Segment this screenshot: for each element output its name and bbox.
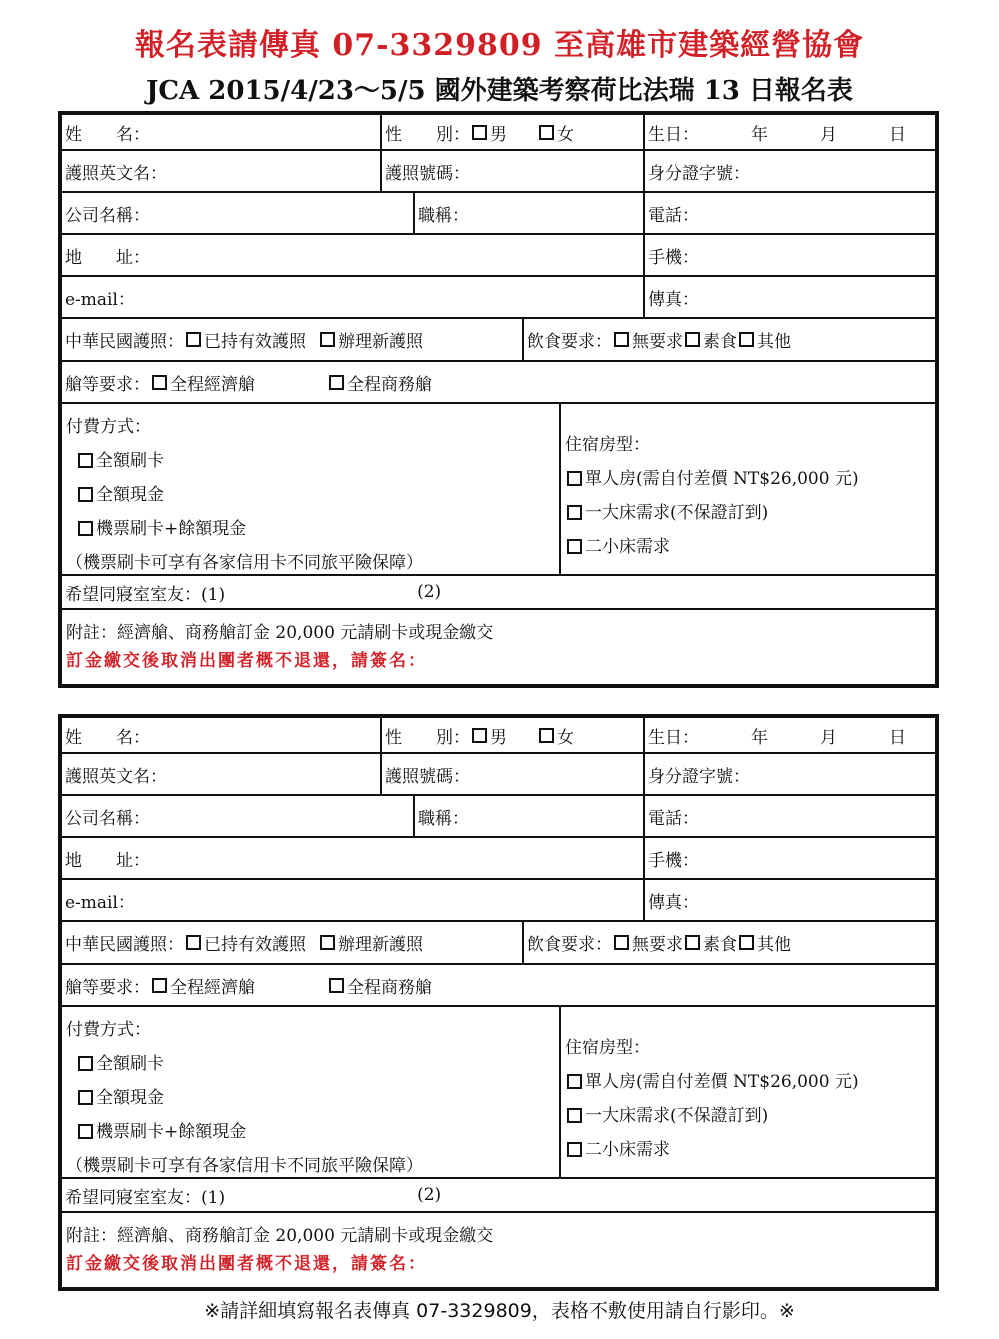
registration-form: [58, 111, 939, 688]
phone-label: 電話：: [648, 205, 699, 226]
passport-en-label: 護照英文名：: [65, 766, 167, 787]
company-label: 公司名稱：: [65, 205, 150, 226]
room-single-checkbox[interactable]: [567, 471, 582, 486]
email-field[interactable]: [62, 277, 643, 317]
pay-cash-option: [76, 480, 164, 505]
room-twin-label: 二小床需求: [585, 1140, 670, 1160]
pay-mixed-checkbox[interactable]: [78, 1124, 93, 1139]
diet-other-checkbox[interactable]: [739, 935, 754, 950]
diet-veg-checkbox[interactable]: [685, 935, 700, 950]
cancellation-warning: 訂金繳交後取消出團者概不退還，請簽名：: [66, 1254, 427, 1274]
room-section: [559, 404, 935, 574]
cabin-label: 艙等要求：: [65, 977, 150, 998]
diet-veg-label: 素食: [703, 332, 737, 352]
id-number-label: 身分證字號：: [648, 766, 750, 787]
row-passport: [62, 754, 935, 796]
mobile-label: 手機：: [648, 247, 699, 268]
fax-field[interactable]: [643, 880, 935, 920]
diet-field: [522, 319, 935, 360]
form-title-red: 報名表請傳真 07-3329809 至高雄市建築經營協會: [134, 28, 865, 63]
row-payment-room: [62, 404, 935, 576]
cabin-field: [62, 965, 935, 1005]
room-single-option: [565, 464, 859, 489]
row-cabin: [62, 362, 935, 404]
cancellation-warning: 訂金繳交後取消出團者概不退還，請簽名：: [66, 651, 427, 671]
roc-passport-label: 中華民國護照：: [65, 935, 184, 955]
address-label: 地 址：: [65, 247, 150, 268]
row-passport: [62, 151, 935, 193]
fax-field[interactable]: [643, 277, 935, 317]
pay-mixed-checkbox[interactable]: [78, 521, 93, 536]
remark-section: [62, 1213, 935, 1287]
passport-new-label: 辦理新護照: [338, 332, 423, 352]
id-number-field[interactable]: [643, 754, 935, 794]
roommate-label: 希望同寢室室友：(1): [65, 584, 226, 605]
room-twin-checkbox[interactable]: [567, 1142, 582, 1157]
female-label: 女: [557, 727, 574, 748]
passport-valid-checkbox[interactable]: [186, 935, 201, 950]
room-twin-label: 二小床需求: [585, 537, 670, 557]
cabin-business-checkbox[interactable]: [329, 978, 344, 993]
job-title-label: 職稱：: [418, 205, 469, 226]
passport-en-field[interactable]: [62, 754, 380, 794]
diet-other-checkbox[interactable]: [739, 332, 754, 347]
roc-passport-field: [62, 319, 522, 360]
company-field[interactable]: [62, 796, 413, 836]
gender-field: [380, 115, 643, 149]
room-single-label: 單人房(需自付差價 NT$26,000 元): [585, 1072, 859, 1092]
row-remark: [62, 610, 935, 684]
pay-cash-label: 全額現金: [96, 485, 164, 505]
passport-valid-label: 已持有效護照: [204, 332, 306, 352]
pay-cash-label: 全額現金: [96, 1088, 164, 1108]
passport-new-label: 辦理新護照: [338, 935, 423, 955]
passport-en-field[interactable]: [62, 151, 380, 191]
cabin-economy-checkbox[interactable]: [152, 375, 167, 390]
name-label: 姓 名：: [65, 124, 150, 145]
remark-text: 附註：經濟艙、商務艙訂金 20,000 元請刷卡或現金繳交: [66, 623, 494, 643]
roommate-2-label: (2): [417, 582, 442, 602]
address-label: 地 址：: [65, 850, 150, 871]
payment-label: 付費方式：: [66, 1020, 151, 1040]
female-checkbox[interactable]: [539, 728, 554, 743]
pay-card-option: [76, 446, 164, 471]
roommate-label: 希望同寢室室友：(1): [65, 1187, 226, 1208]
cabin-business-checkbox[interactable]: [329, 375, 344, 390]
room-double-checkbox[interactable]: [567, 505, 582, 520]
cabin-business-label: 全程商務艙: [347, 374, 432, 395]
row-email: [62, 277, 935, 319]
name-field[interactable]: [62, 115, 380, 149]
male-label: 男: [490, 124, 507, 145]
pay-card-option: [76, 1049, 164, 1074]
room-twin-option: [565, 1135, 670, 1160]
email-label: e-mail：: [65, 892, 135, 913]
row-address: [62, 838, 935, 880]
row-payment-room: [62, 1007, 935, 1179]
male-checkbox[interactable]: [472, 728, 487, 743]
pay-note: （機票刷卡可享有各家信用卡不同旅平險保障）: [66, 553, 423, 573]
row-email: [62, 880, 935, 922]
footer-note: ※請詳細填寫報名表傳真 07-3329809，表格不敷使用請自行影印。※: [204, 1300, 795, 1322]
room-single-checkbox[interactable]: [567, 1074, 582, 1089]
pay-mixed-option: [76, 514, 246, 539]
pay-card-label: 全額刷卡: [96, 1054, 164, 1074]
diet-label: 飲食要求：: [527, 332, 612, 352]
payment-label: 付費方式：: [66, 417, 151, 437]
mobile-field[interactable]: [643, 235, 935, 275]
birthday-label: 生日：: [648, 727, 699, 748]
diet-veg-checkbox[interactable]: [685, 332, 700, 347]
roommate-field[interactable]: [62, 1179, 935, 1211]
birthday-field[interactable]: [643, 115, 935, 149]
room-double-label: 一大床需求(不保證訂到): [585, 503, 769, 523]
diet-field: [522, 922, 935, 963]
name-field[interactable]: [62, 718, 380, 752]
room-single-label: 單人房(需自付差價 NT$26,000 元): [585, 469, 859, 489]
gender-label: 性 別：: [385, 124, 470, 145]
female-checkbox[interactable]: [539, 125, 554, 140]
room-section: [559, 1007, 935, 1177]
month-label: 月: [820, 124, 837, 145]
pay-card-label: 全額刷卡: [96, 451, 164, 471]
roommate-2-label: (2): [417, 1185, 442, 1205]
diet-none-label: 無要求: [632, 332, 683, 352]
row-passport-diet: [62, 319, 935, 362]
company-field[interactable]: [62, 193, 413, 233]
diet-label: 飲食要求：: [527, 935, 612, 955]
roc-passport-field: [62, 922, 522, 963]
registration-form: [58, 714, 939, 1291]
male-label: 男: [490, 727, 507, 748]
row-address: [62, 235, 935, 277]
row-company: [62, 193, 935, 235]
payment-section: [62, 404, 559, 574]
room-single-option: [565, 1067, 859, 1092]
remark-section: [62, 610, 935, 684]
room-twin-checkbox[interactable]: [567, 539, 582, 554]
cabin-field: [62, 362, 935, 402]
diet-other-label: 其他: [757, 332, 791, 352]
fax-label: 傳真：: [648, 289, 699, 310]
passport-no-label: 護照號碼：: [385, 766, 470, 787]
passport-no-field[interactable]: [380, 151, 643, 191]
passport-no-label: 護照號碼：: [385, 163, 470, 184]
gender-label: 性 別：: [385, 727, 470, 748]
company-label: 公司名稱：: [65, 808, 150, 829]
address-field[interactable]: [62, 838, 643, 878]
email-field[interactable]: [62, 880, 643, 920]
id-number-field[interactable]: [643, 151, 935, 191]
day-label: 日: [889, 727, 906, 748]
mobile-label: 手機：: [648, 850, 699, 871]
job-title-field[interactable]: [413, 796, 643, 836]
fax-label: 傳真：: [648, 892, 699, 913]
mobile-field[interactable]: [643, 838, 935, 878]
job-title-field[interactable]: [413, 193, 643, 233]
phone-field[interactable]: [643, 796, 935, 836]
male-checkbox[interactable]: [472, 125, 487, 140]
diet-none-label: 無要求: [632, 935, 683, 955]
cabin-economy-label: 全程經濟艙: [170, 977, 255, 998]
cabin-economy-checkbox[interactable]: [152, 978, 167, 993]
room-double-option: [565, 1101, 768, 1126]
phone-label: 電話：: [648, 808, 699, 829]
month-label: 月: [820, 727, 837, 748]
passport-valid-checkbox[interactable]: [186, 332, 201, 347]
room-double-label: 一大床需求(不保證訂到): [585, 1106, 769, 1126]
room-double-option: [565, 498, 768, 523]
gender-field: [380, 718, 643, 752]
pay-note: （機票刷卡可享有各家信用卡不同旅平險保障）: [66, 1156, 423, 1176]
room-twin-option: [565, 532, 670, 557]
cabin-label: 艙等要求：: [65, 374, 150, 395]
cabin-business-label: 全程商務艙: [347, 977, 432, 998]
diet-other-label: 其他: [757, 935, 791, 955]
passport-new-checkbox[interactable]: [320, 332, 335, 347]
pay-card-checkbox[interactable]: [78, 1056, 93, 1071]
birthday-field[interactable]: [643, 718, 935, 752]
form-title: JCA 2015/4/23～5/5 國外建築考察荷比法瑞 13 日報名表: [146, 76, 853, 106]
female-label: 女: [557, 124, 574, 145]
phone-field[interactable]: [643, 193, 935, 233]
roommate-field[interactable]: [62, 576, 935, 608]
name-label: 姓 名：: [65, 727, 150, 748]
diet-none-checkbox[interactable]: [614, 332, 629, 347]
passport-no-field[interactable]: [380, 754, 643, 794]
passport-valid-label: 已持有效護照: [204, 935, 306, 955]
address-field[interactable]: [62, 235, 643, 275]
pay-card-checkbox[interactable]: [78, 453, 93, 468]
room-double-checkbox[interactable]: [567, 1108, 582, 1123]
pay-mixed-label: 機票刷卡+餘額現金: [96, 1122, 247, 1142]
id-number-label: 身分證字號：: [648, 163, 750, 184]
job-title-label: 職稱：: [418, 808, 469, 829]
pay-cash-checkbox[interactable]: [78, 1090, 93, 1105]
row-roommate: [62, 576, 935, 610]
room-label: 住宿房型：: [565, 435, 650, 455]
room-label: 住宿房型：: [565, 1038, 650, 1058]
row-remark: [62, 1213, 935, 1287]
passport-new-checkbox[interactable]: [320, 935, 335, 950]
row-passport-diet: [62, 922, 935, 965]
roc-passport-label: 中華民國護照：: [65, 332, 184, 352]
year-label: 年: [751, 727, 768, 748]
pay-cash-option: [76, 1083, 164, 1108]
passport-en-label: 護照英文名：: [65, 163, 167, 184]
remark-text: 附註：經濟艙、商務艙訂金 20,000 元請刷卡或現金繳交: [66, 1226, 494, 1246]
day-label: 日: [889, 124, 906, 145]
diet-veg-label: 素食: [703, 935, 737, 955]
payment-section: [62, 1007, 559, 1177]
cabin-economy-label: 全程經濟艙: [170, 374, 255, 395]
birthday-label: 生日：: [648, 124, 699, 145]
row-name-gender-birthday: [62, 718, 935, 754]
diet-none-checkbox[interactable]: [614, 935, 629, 950]
year-label: 年: [751, 124, 768, 145]
row-roommate: [62, 1179, 935, 1213]
row-company: [62, 796, 935, 838]
email-label: e-mail：: [65, 289, 135, 310]
row-name-gender-birthday: [62, 115, 935, 151]
pay-mixed-option: [76, 1117, 246, 1142]
pay-mixed-label: 機票刷卡+餘額現金: [96, 519, 247, 539]
pay-cash-checkbox[interactable]: [78, 487, 93, 502]
row-cabin: [62, 965, 935, 1007]
